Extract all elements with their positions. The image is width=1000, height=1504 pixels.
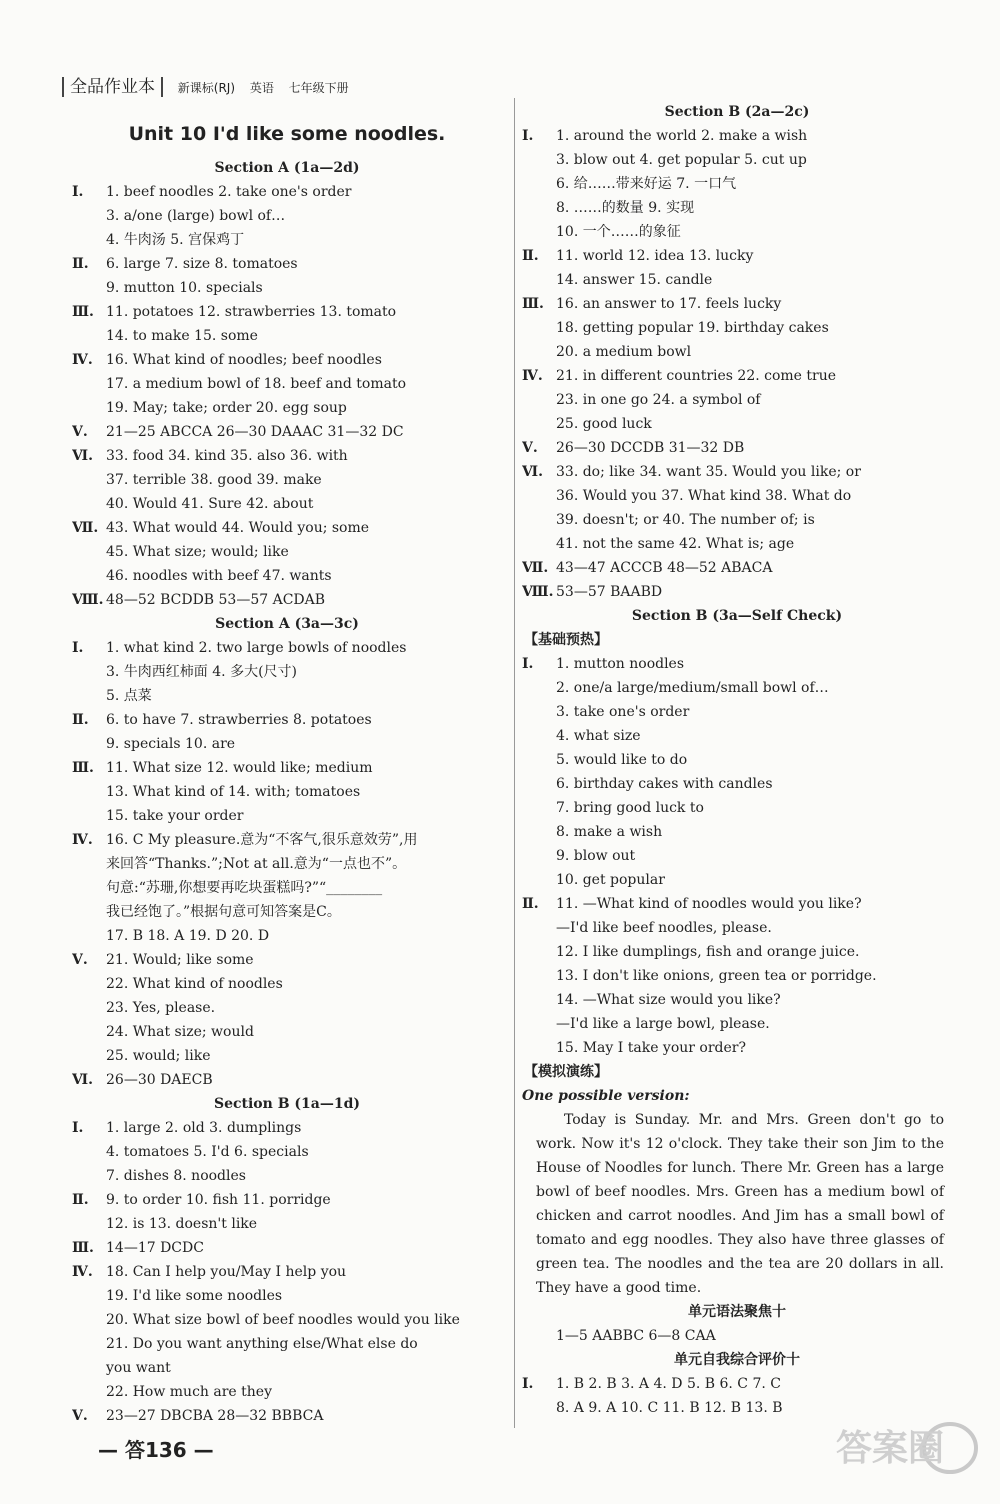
answer-text: 14. to make 15. some [106,328,258,344]
answer-text: 22. How much are they [106,1384,272,1400]
answer-line [522,484,952,508]
answer-line [72,396,502,420]
answer-text: 22. What kind of noodles [106,976,283,992]
answer-text: 20. What size bowl of beef noodles would you like [106,1312,460,1328]
subsection-label: 【模拟演练】 [524,1064,608,1080]
essay-label: One possible version: [522,1088,690,1104]
answer-text: 33. do; like 34. want 35. Would you like; or [556,464,861,480]
answer-text: you want [106,1360,171,1376]
answer-text: 6. large 7. size 8. tomatoes [106,256,298,272]
answer-line [72,1284,502,1308]
answer-line [522,244,952,268]
item-number: Ⅳ. [72,832,93,848]
answer-text: 11. —What kind of noodles would you like? [556,896,862,912]
answer-text: 23—27 DBCBA 28—32 BBBCA [106,1408,324,1424]
answer-text: 9. blow out [556,848,636,864]
answer-text: 11. potatoes 12. strawberries 13. tomato [106,304,397,320]
answer-line [72,180,502,204]
answer-text: 23. Yes, please. [106,1000,216,1016]
answer-line [72,252,502,276]
answer-line [522,340,952,364]
answer-text: 26—30 DCCDB 31—32 DB [556,440,745,456]
answer-line [72,900,502,924]
answer-line [72,372,502,396]
answer-line [522,652,952,676]
answer-line [72,1332,502,1356]
answer-line [522,220,952,244]
answer-text: 17. B 18. A 19. D 20. D [106,928,270,944]
subsection-label: 【基础预热】 [524,632,608,648]
answer-line [522,460,952,484]
answer-line [522,1372,952,1396]
answer-line [522,316,952,340]
answer-line [72,1044,502,1068]
answer-line [522,988,952,1012]
answer-line [522,532,952,556]
answer-line [72,1068,502,1092]
answer-text: 6. 给……带来好运 7. 一口气 [556,176,737,192]
book-grade: 七年级下册 [288,81,349,95]
answer-line [72,324,502,348]
answer-text: 10. 一个……的象征 [556,224,681,240]
answer-text: 41. not the same 42. What is; age [556,536,795,552]
item-number: Ⅲ. [72,1240,94,1256]
answer-line [72,1020,502,1044]
answer-text: 8. make a wish [556,824,663,840]
section-heading: Section B (1a—1d) [213,1096,360,1112]
item-number: Ⅴ. [522,440,538,456]
answer-line [522,556,952,580]
item-number: Ⅱ. [522,896,539,912]
answer-text: 5. 点菜 [106,688,152,704]
answer-text: 1—5 AABBC 6—8 CAA [556,1328,716,1344]
answer-line [72,300,502,324]
answer-line [522,748,952,772]
answer-text: 1. large 2. old 3. dumplings [106,1120,302,1136]
section-heading: 单元自我综合评价十 [674,1352,800,1368]
item-number: Ⅲ. [522,296,544,312]
answer-line [72,852,502,876]
answer-text: —I'd like a large bowl, please. [556,1016,770,1032]
answer-text: 14. —What size would you like? [556,992,781,1008]
item-number: Ⅵ. [72,448,93,464]
answer-text: 11. world 12. idea 13. lucky [556,248,754,264]
item-number: Ⅴ. [72,424,88,440]
answer-line [72,780,502,804]
answer-line [72,1140,502,1164]
answer-line [522,436,952,460]
answer-line [522,796,952,820]
answer-line [522,148,952,172]
answer-line [522,700,952,724]
answer-line [72,948,502,972]
answer-text: 19. I'd like some noodles [106,1288,283,1304]
item-number: Ⅷ. [522,584,554,600]
answer-text: 1. mutton noodles [556,656,685,672]
item-number: Ⅴ. [72,952,88,968]
item-number: Ⅵ. [72,1072,93,1088]
item-number: Ⅱ. [72,712,89,728]
answer-text: 6. to have 7. strawberries 8. potatoes [106,712,372,728]
item-number: Ⅱ. [72,1192,89,1208]
answer-text: 19. May; take; order 20. egg soup [106,400,347,416]
answer-text: 11. What size 12. would like; medium [106,760,373,776]
answer-text: 16. What kind of noodles; beef noodles [106,352,382,368]
book-header [62,72,349,97]
answer-text: 4. what size [556,728,641,744]
answer-text: 1. B 2. B 3. A 4. D 5. B 6. C 7. C [556,1376,781,1392]
answer-line [522,892,952,916]
answer-line [72,444,502,468]
answer-line [522,940,952,964]
answer-text: 14—17 DCDC [106,1240,204,1256]
section-heading: Section B (2a—2c) [664,104,810,120]
answer-line [522,844,952,868]
answer-text: 9. specials 10. are [106,736,236,752]
answer-line [72,972,502,996]
answer-text: 21. Do you want anything else/What else do [106,1336,418,1352]
answer-text: 12. I like dumplings, fish and orange juice. [556,944,860,960]
answer-line [72,732,502,756]
answer-text: 21—25 ABCCA 26—30 DAAAC 31—32 DC [106,424,404,440]
section-heading: 单元语法聚焦十 [688,1304,786,1320]
answer-text: 18. getting popular 19. birthday cakes [556,320,829,336]
answer-text: 24. What size; would [106,1024,254,1040]
answer-line [72,1380,502,1404]
site-watermark [830,1416,980,1480]
item-number: Ⅰ. [522,128,534,144]
answer-line [72,204,502,228]
answer-line [522,916,952,940]
answer-line [522,724,952,748]
answer-text: 37. terrible 38. good 39. make [106,472,322,488]
item-number: Ⅱ. [72,256,89,272]
answer-line [72,1260,502,1284]
answer-text: 8. A 9. A 10. C 11. B 12. B 13. B [556,1400,783,1416]
answer-text: 36. Would you 37. What kind 38. What do [556,488,852,504]
answer-line [522,964,952,988]
answer-line [522,268,952,292]
answer-line [72,660,502,684]
answer-text: 12. is 13. doesn't like [106,1216,258,1232]
answer-text: 3. take one's order [556,704,690,720]
answer-text: 3. 牛肉西红柿面 4. 多大(尺寸) [106,664,297,680]
answer-line [72,516,502,540]
answer-line [522,172,952,196]
watermark-text: 答案圈 [836,1428,945,1469]
answer-text: 18. Can I help you/May I help you [106,1264,347,1280]
book-series: 新课标(RJ) [177,81,236,95]
answer-line [522,580,952,604]
answer-text: 7. dishes 8. noodles [106,1168,246,1184]
item-number: Ⅵ. [522,464,543,480]
item-number: Ⅴ. [72,1408,88,1424]
answer-line [522,820,952,844]
section-heading: Section A (1a—2d) [214,160,360,176]
section-heading: Section A (3a—3c) [215,616,359,632]
answer-text: 9. mutton 10. specials [106,280,263,296]
answer-line [522,1036,952,1060]
answer-line [72,876,502,900]
answer-line [72,1308,502,1332]
answer-line [72,420,502,444]
answer-line [522,364,952,388]
answer-line [72,588,502,612]
answer-line [522,1012,952,1036]
answer-text: 40. Would 41. Sure 42. about [106,496,314,512]
answer-text: 4. 牛肉汤 5. 宫保鸡丁 [106,232,245,248]
answer-text: 4. tomatoes 5. I'd 6. specials [106,1144,309,1160]
item-number: Ⅰ. [72,640,84,656]
answer-text: 14. answer 15. candle [556,272,713,288]
answer-text: 3. a/one (large) bowl of… [106,208,286,224]
answer-text: 46. noodles with beef 47. wants [106,568,332,584]
answer-text: 15. May I take your order? [556,1040,746,1056]
answer-text: 1. around the world 2. make a wish [556,128,808,144]
answer-line [72,540,502,564]
item-number: Ⅳ. [72,352,93,368]
item-number: Ⅳ. [522,368,543,384]
answer-text: 10. get popular [556,872,665,888]
column-divider [514,98,515,1428]
answer-text: 3. blow out 4. get popular 5. cut up [556,152,807,168]
answer-line [522,508,952,532]
essay-paragraph: Today is Sunday. Mr. and Mrs. Green don't go to work. Now it's 12 o'clock. They take their son Jim to the House of Noodles for lunch. There Mr. Green has a large bowl of beef noodles. Mrs. Green has a medium bowl of chicken and carrot noodles. And Jim has a small bowl of tomato and egg noodles. They also have three glasses of green tea. The noodles and the tea are 20 dollars in all. They have a good time. [536,1112,944,1296]
answer-text: 16. C My pleasure.意为“不客气,很乐意效劳”,用 [106,832,418,848]
answer-line [72,1404,502,1428]
item-number: Ⅲ. [72,304,94,320]
answer-line [72,1212,502,1236]
answer-line [522,292,952,316]
item-number: Ⅷ. [72,592,104,608]
item-number: Ⅶ. [72,520,99,536]
answer-text: 39. doesn't; or 40. The number of; is [556,512,815,528]
answer-text: 48—52 BCDDB 53—57 ACDAB [106,592,326,608]
right-column [522,100,952,1420]
answer-line [72,228,502,252]
answer-line [522,124,952,148]
item-number: Ⅲ. [72,760,94,776]
answer-line [522,676,952,700]
item-number: Ⅳ. [72,1264,93,1280]
answer-text: 45. What size; would; like [106,544,289,560]
answer-text: 句意:“苏珊,你想要再吃块蛋糕吗?”“________ [106,880,383,896]
item-number: Ⅶ. [522,560,549,576]
answer-line [72,756,502,780]
item-number: Ⅰ. [522,1376,534,1392]
answer-line [72,636,502,660]
page-number: — 答136 — [98,1438,214,1462]
answer-text: 25. good luck [556,416,652,432]
left-column [72,118,502,1428]
section-heading: Section B (3a—Self Check) [631,608,843,624]
item-number: Ⅱ. [522,248,539,264]
answer-text: 21. Would; like some [106,952,254,968]
answer-line [72,1356,502,1380]
answer-text: 21. in different countries 22. come true [556,368,837,384]
answer-line [72,828,502,852]
answer-text: 23. in one go 24. a symbol of [556,392,761,408]
answer-text: 来回答“Thanks.”;Not at all.意为“一点也不”。 [106,856,407,872]
answer-line [72,1236,502,1260]
answer-line [72,924,502,948]
book-subject: 英语 [249,81,274,95]
answer-text: 1. what kind 2. two large bowls of noodles [106,640,407,656]
answer-text: 26—30 DAECB [106,1072,213,1088]
answer-line [72,684,502,708]
answer-text: —I'd like beef noodles, please. [556,920,772,936]
answer-line [72,492,502,516]
answer-line [72,708,502,732]
answer-text: 7. bring good luck to [556,800,704,816]
answer-text: 9. to order 10. fish 11. porridge [106,1192,331,1208]
item-number: Ⅰ. [72,184,84,200]
book-brand: 全品作业本 [62,77,163,97]
answer-line [72,348,502,372]
answer-text: 6. birthday cakes with candles [556,776,773,792]
answer-text: 43—47 ACCCB 48—52 ABACA [556,560,773,576]
answer-text: 13. What kind of 14. with; tomatoes [106,784,361,800]
answer-text: 5. would like to do [556,752,688,768]
answer-line [72,1116,502,1140]
answer-text: 25. would; like [106,1048,211,1064]
item-number: Ⅰ. [72,1120,84,1136]
answer-line [522,412,952,436]
answer-text: 13. I don't like onions, green tea or porridge. [556,968,877,984]
answer-line [72,804,502,828]
answer-line [522,1324,952,1348]
unit-title: Unit 10 I'd like some noodles. [128,123,446,145]
answer-line [72,996,502,1020]
answer-text: 16. an answer to 17. feels lucky [556,296,782,312]
answer-text: 53—57 BAABD [556,584,663,600]
answer-line [72,468,502,492]
answer-text: 我已经饱了。”根据句意可知答案是C。 [106,904,341,920]
answer-text: 2. one/a large/medium/small bowl of… [556,680,829,696]
answer-text: 20. a medium bowl [556,344,692,360]
answer-text: 15. take your order [106,808,244,824]
answer-line [522,196,952,220]
page-number-text: 答136 [124,1438,187,1462]
answer-text: 17. a medium bowl of 18. beef and tomato [106,376,407,392]
answer-line [72,564,502,588]
answer-text: 1. beef noodles 2. take one's order [106,184,352,200]
answer-text: 33. food 34. kind 35. also 36. with [106,448,348,464]
answer-line [522,388,952,412]
answer-text: 43. What would 44. Would you; some [106,520,370,536]
answer-line [72,1188,502,1212]
answer-text: 8. ……的数量 9. 实现 [556,200,695,216]
answer-line [522,868,952,892]
answer-line [522,772,952,796]
answer-line [72,1164,502,1188]
item-number: Ⅰ. [522,656,534,672]
answer-line [72,276,502,300]
